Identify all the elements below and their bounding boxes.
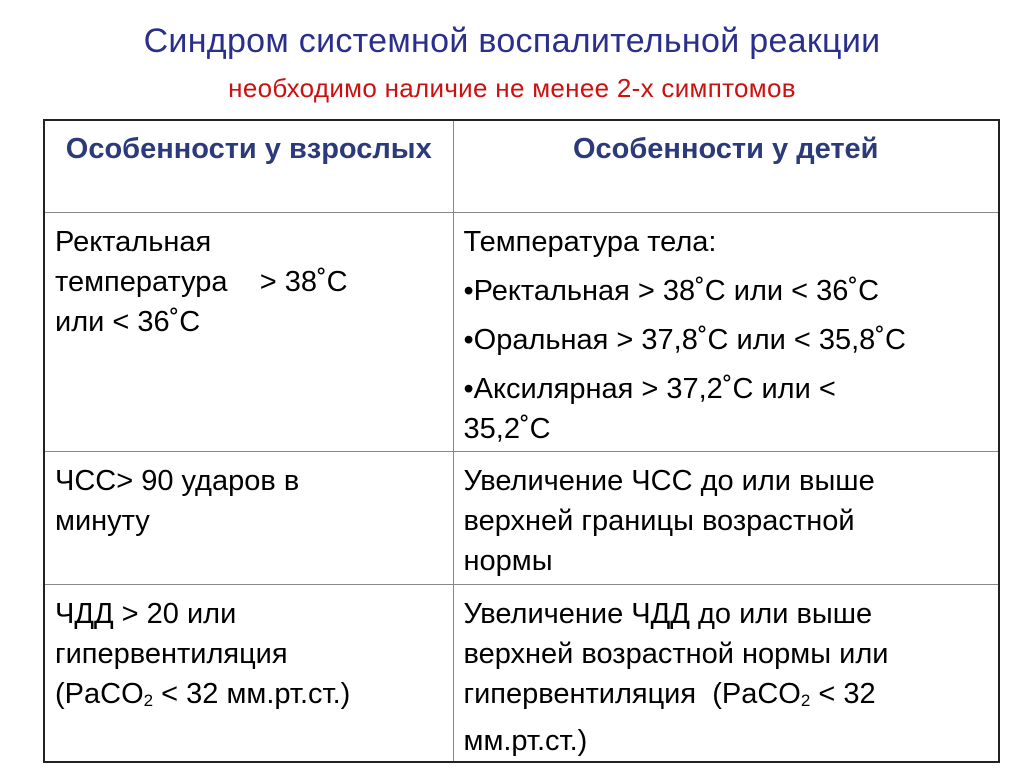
header-adults: Особенности у взрослых bbox=[44, 120, 453, 212]
list-item-continued: 35,2˚С bbox=[463, 412, 551, 445]
list-item: •Аксилярная > 37,2˚С или < bbox=[463, 372, 836, 405]
table-row bbox=[44, 451, 999, 584]
child-temperature-intro: Температура тела: bbox=[463, 225, 717, 258]
cell-child-respiratory-rate: Увеличение ЧДД до или выше верхней возрастной нормы или гипервентиляция (PaCO$_2$ < 32 мм.рт.ст.) bbox=[453, 584, 999, 762]
cell-child-heart-rate: Увеличение ЧСС до или выше верхней границы возрастной нормы bbox=[453, 451, 999, 584]
table-header-row bbox=[44, 120, 999, 212]
cell-child-temperature bbox=[453, 212, 999, 451]
table-row bbox=[44, 584, 999, 762]
cell-adult-heart-rate: ЧСС> 90 ударов в минуту bbox=[44, 451, 453, 584]
cell-adult-temperature: Ректальная температура > 38˚С или < 36˚С bbox=[44, 212, 453, 451]
slide-title: Синдром системной воспалительной реакции bbox=[143, 22, 881, 60]
cell-adult-respiratory-rate: ЧДД > 20 или гипервентиляция (PaCO$_2$ < 32 мм.рт.ст.) bbox=[44, 584, 453, 762]
list-item: •Оральная > 37,8˚С или < 35,8˚С bbox=[463, 323, 906, 356]
list-item: •Ректальная > 38˚С или < 36˚С bbox=[463, 274, 880, 307]
comparison-table bbox=[43, 119, 1000, 763]
header-children: Особенности у детей bbox=[453, 120, 999, 212]
table-row bbox=[44, 212, 999, 451]
slide-subtitle: необходимо наличие не менее 2-х симптомов bbox=[228, 73, 796, 103]
